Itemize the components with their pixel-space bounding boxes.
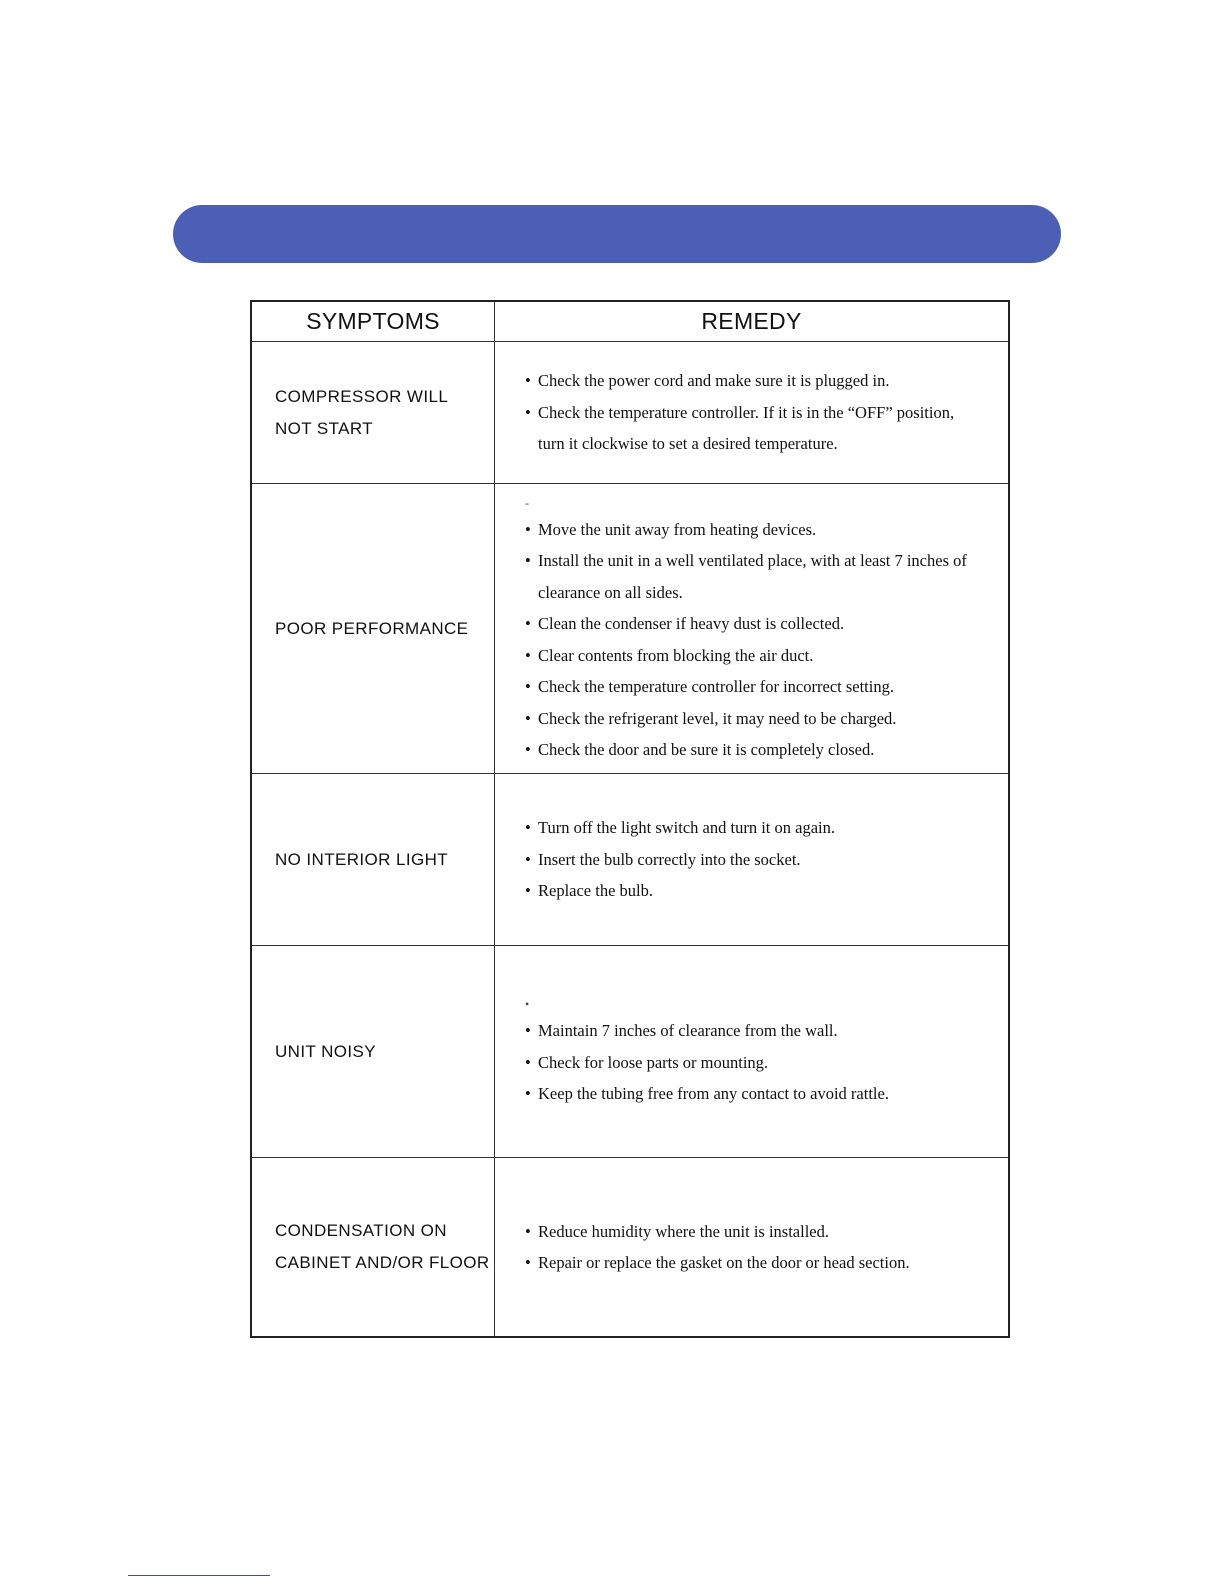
bullet-icon: • [525,519,531,539]
symptom-text: NO INTERIOR LIGHT [275,849,449,869]
remedy-text: Maintain 7 inches of clearance from the wall. [538,1021,838,1041]
remedy-cell [495,484,1008,773]
bullet-icon: • [525,371,531,391]
symptom-cell [252,484,495,773]
table-row [252,342,1008,484]
symptom-cell [252,774,495,945]
remedy-text: Check for loose parts or mounting. [538,1052,769,1072]
section-banner [173,205,1061,263]
bullet-icon: • [525,818,531,838]
remedy-item [525,365,1008,397]
table-row [252,484,1008,774]
remedy-text: Turn off the light switch and turn it on again. [538,818,835,838]
remedy-text: Clean the condenser if heavy dust is collected. [538,614,845,633]
remedy-header: REMEDY [701,308,802,334]
remedy-text: Reduce humidity where the unit is installed. [538,1221,829,1241]
bullet-icon: • [525,1084,531,1104]
stray-mark: • [525,997,530,1012]
symptom-cell [252,342,495,483]
remedy-text: Check the temperature controller for incorrect setting. [538,677,894,696]
symptom-text: UNIT NOISY [275,1041,376,1061]
table-row [252,946,1008,1158]
remedy-item [525,545,1008,577]
remedy-continuation: clearance on all sides. [538,582,683,602]
remedy-text: Replace the bulb. [538,881,654,901]
remedy-text: Insert the bulb correctly into the socket. [538,849,801,869]
remedy-cell [495,342,1008,483]
remedy-text: Repair or replace the gasket on the door or head section. [538,1253,910,1272]
remedy-cell [495,946,1008,1157]
remedy-cell [495,1158,1008,1336]
remedy-item [525,844,1008,876]
bullet-icon: • [525,1253,531,1272]
table-header-row [252,302,1008,342]
symptoms-header-cell [252,302,495,341]
bullet-icon: • [525,881,531,901]
remedy-header-cell [495,302,1008,341]
symptoms-header: SYMPTOMS [306,308,440,334]
remedy-text: Check the power cord and make sure it is plugged in. [538,371,890,391]
remedy-text: Keep the tubing free from any contact to avoid rattle. [538,1084,889,1104]
remedy-item [525,1078,1008,1110]
remedy-item [525,1247,1008,1279]
bullet-icon: • [525,849,531,869]
remedy-item [525,1047,1008,1079]
remedy-text: Check the refrigerant level, it may need to be charged. [538,708,897,728]
remedy-cell [495,774,1008,945]
bullet-icon: • [525,402,531,422]
footer-link-underline[interactable] [128,1575,270,1576]
bullet-icon: • [525,1221,531,1241]
symptom-text: CONDENSATION ON [275,1221,447,1240]
bullet-icon: • [525,677,531,696]
stray-mark: - [525,495,529,510]
remedy-item [525,812,1008,844]
table-row [252,1158,1008,1336]
remedy-text: Check the temperature controller. If it is in the “OFF” position, [538,402,955,422]
bullet-icon: • [525,740,531,759]
bullet-icon: • [525,1052,531,1072]
bullet-icon: • [525,645,531,665]
symptom-text: POOR PERFORMANCE [275,618,469,638]
remedy-text: Install the unit in a well ventilated place, with at least 7 inches of [538,551,967,570]
remedy-item [525,514,1008,546]
remedy-item [525,608,1008,640]
remedy-continuation: turn it clockwise to set a desired temperature. [538,434,838,454]
remedy-item [525,1015,1008,1047]
table-row [252,774,1008,946]
remedy-item [525,703,1008,735]
bullet-icon: • [525,614,531,633]
bullet-icon: • [525,708,531,728]
symptom-text: COMPRESSOR WILL [275,386,449,406]
remedy-item [525,397,1008,429]
remedy-item [525,1216,1008,1248]
remedy-item [525,640,1008,672]
bullet-icon: • [525,1021,531,1041]
remedy-item [525,671,1008,703]
symptom-cell [252,946,495,1157]
symptom-cell [252,1158,495,1336]
symptom-text: CABINET AND/OR FLOOR [275,1253,490,1272]
troubleshooting-table [250,300,1010,1338]
symptom-text: NOT START [275,418,374,438]
remedy-item [525,734,1008,766]
remedy-text: Move the unit away from heating devices. [538,519,817,539]
bullet-icon: • [525,551,531,570]
remedy-text: Clear contents from blocking the air duct. [538,645,814,665]
remedy-item [525,875,1008,907]
remedy-text: Check the door and be sure it is completely closed. [538,740,875,759]
